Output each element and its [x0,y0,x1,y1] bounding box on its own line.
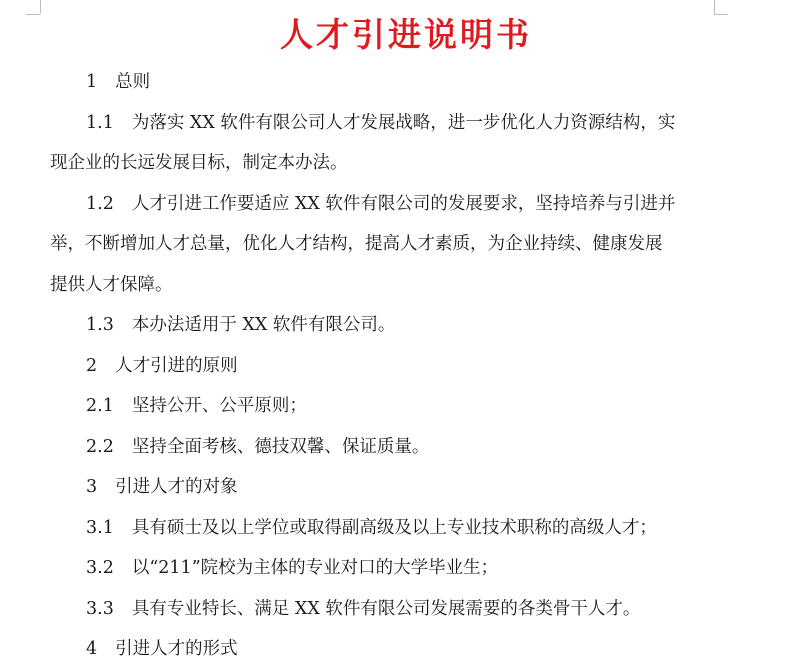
paragraph-line [50,184,730,225]
section-number: 2.1 [86,396,114,416]
line-text: 以“211”院校为主体的专业对口的大学毕业生； [131,558,499,578]
section-number: 1.2 [86,193,114,214]
section-number: 1.3 [86,315,114,335]
section-number: 1.1 [86,112,114,133]
line-text: 人才引进工作要适应 XX 软件有限公司的发展要求，坚持培养与引进并 [131,193,676,214]
line-text: 引进人才的形式 [115,639,238,659]
paragraph-line [50,467,730,508]
paragraph-line [50,508,730,549]
line-text: 坚持全面考核、德技双馨、保证质量。 [131,436,430,457]
section-number: 3 [86,477,98,497]
line-text: 本办法适用于 XX 软件有限公司。 [131,315,396,335]
section-number: 3.1 [86,517,114,538]
document-body [50,62,730,670]
paragraph-line [50,548,730,589]
paragraph-line [50,589,730,630]
paragraph-line [50,305,730,346]
line-text: 具有硕士及以上学位或取得副高级及以上专业技术职称的高级人才； [131,517,657,538]
paragraph-line [50,629,730,670]
line-text: 举，不断增加人才总量，优化人才结构，提高人才素质，为企业持续、健康发展 [50,234,663,254]
section-number: 3.2 [86,558,114,578]
paragraph-line [50,143,730,184]
paragraph-line [50,62,730,103]
paragraph-line [50,427,730,468]
section-number: 2.2 [86,436,114,457]
line-text: 提供人才保障。 [50,274,173,295]
line-text: 具有专业特长、满足 XX 软件有限公司发展需要的各类骨干人才。 [131,598,641,619]
paragraph-line [50,224,730,265]
document-title: 人才引进说明书 [280,15,532,54]
line-text: 坚持公开、公平原则； [131,396,307,416]
section-number: 2 [86,355,98,376]
paragraph-line [50,265,730,306]
paragraph-line [50,386,730,427]
line-text: 引进人才的对象 [115,477,238,497]
line-text: 现企业的长远发展目标，制定本办法。 [50,153,348,173]
paragraph-line [50,346,730,387]
line-text: 人才引进的原则 [115,355,238,376]
section-number: 3.3 [86,598,114,619]
section-number: 1 [86,72,98,92]
line-text: 为落实 XX 软件有限公司人才发展战略，进一步优化人力资源结构，实 [131,112,676,133]
section-number: 4 [86,639,98,659]
line-text: 总则 [115,72,151,92]
paragraph-line [50,103,730,144]
